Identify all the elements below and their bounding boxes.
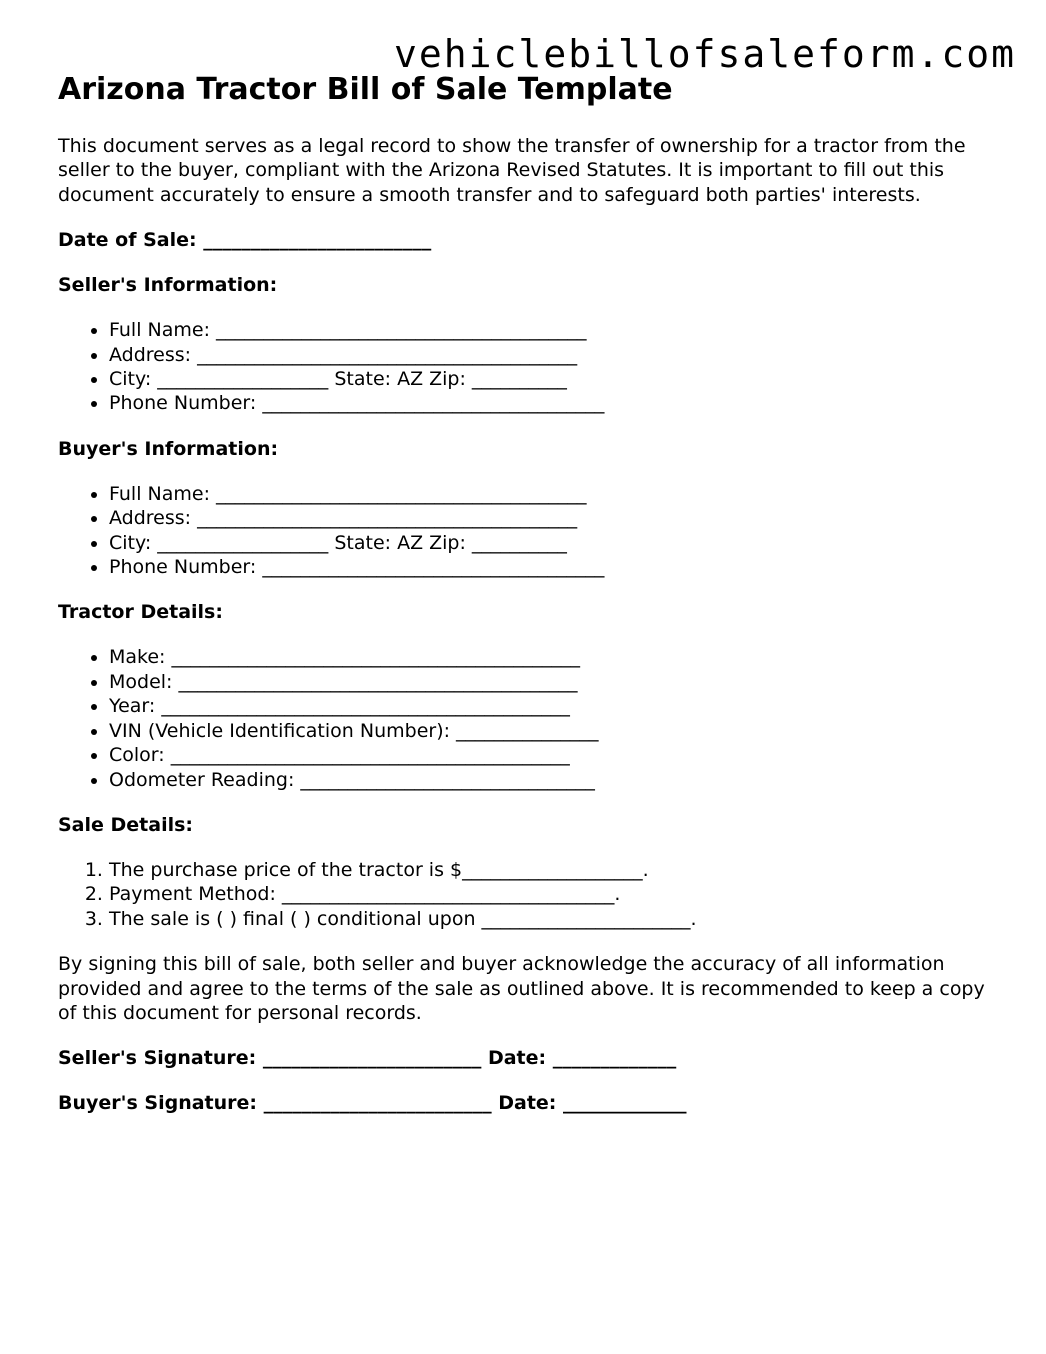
tractor-details-list: [58, 645, 998, 791]
buyer-signature-line: [58, 1091, 998, 1115]
sale-condition: 3. The sale is ( ) final ( ) conditional upon ______________________.: [109, 907, 998, 931]
buyer-full-name: • Full Name: _______________________________________: [109, 482, 998, 506]
seller-signature-line: [58, 1046, 998, 1070]
buyer-info-list: [58, 482, 998, 580]
sale-heading: Sale Details:: [58, 813, 194, 836]
buyer-city-state-zip: • City: __________________ State: AZ Zip: __________: [109, 531, 998, 555]
buyer-signature-label: Buyer's Signature:: [58, 1092, 257, 1115]
sale-price: 1. The purchase price of the tractor is $___________________.: [109, 858, 998, 882]
closing-paragraph: By signing this bill of sale, both seller and buyer acknowledge the accuracy of all information provided and agree to the terms of the sale as outlined above. It is recommended to keep a copy of this document for personal records.: [58, 953, 985, 1024]
tractor-heading: Tractor Details:: [58, 601, 223, 624]
seller-signature-blank: _______________________: [262, 1047, 482, 1070]
seller-date-blank: _____________: [552, 1047, 677, 1070]
sale-details-list: [58, 858, 998, 931]
buyer-signature-blank: ________________________: [263, 1092, 492, 1115]
seller-signature-label: Seller's Signature:: [58, 1047, 257, 1070]
buyer-address: • Address: ________________________________________: [109, 506, 998, 530]
seller-full-name: • Full Name: _______________________________________: [109, 318, 998, 342]
tractor-make: • Make: ___________________________________________: [109, 645, 998, 669]
intro-paragraph: This document serves as a legal record to show the transfer of ownership for a tractor from the seller to the buyer, compliant with the Arizona Revised Statutes. It is important to fill out this document accurately to ensure a smooth transfer and to safeguard both parties' interests.: [58, 135, 966, 206]
tractor-year: • Year: ___________________________________________: [109, 694, 998, 718]
sale-payment-method: 2. Payment Method: ___________________________________.: [109, 882, 998, 906]
date-of-sale-line: [58, 228, 998, 252]
seller-city-state-zip: • City: __________________ State: AZ Zip: __________: [109, 367, 998, 391]
page-title: Arizona Tractor Bill of Sale Template: [58, 72, 673, 107]
buyer-phone: • Phone Number: ____________________________________: [109, 555, 998, 579]
document-body: [58, 70, 998, 1115]
watermark: vehiclebillofsaleform.com: [394, 32, 1016, 76]
date-of-sale-blank: ________________________: [203, 229, 432, 252]
tractor-model: • Model: __________________________________________: [109, 670, 998, 694]
seller-phone: • Phone Number: ____________________________________: [109, 391, 998, 415]
buyer-date-label: Date:: [498, 1092, 557, 1115]
seller-info-list: [58, 318, 998, 416]
seller-heading: Seller's Information:: [58, 274, 278, 297]
tractor-odometer: • Odometer Reading: _______________________________: [109, 768, 998, 792]
tractor-vin: • VIN (Vehicle Identification Number): _______________: [109, 719, 998, 743]
seller-date-label: Date:: [487, 1047, 547, 1070]
seller-address: • Address: ________________________________________: [109, 343, 998, 367]
buyer-date-blank: _____________: [563, 1092, 687, 1115]
date-of-sale-label: Date of Sale:: [58, 229, 197, 252]
buyer-heading: Buyer's Information:: [58, 437, 279, 460]
tractor-color: • Color: __________________________________________: [109, 743, 998, 767]
